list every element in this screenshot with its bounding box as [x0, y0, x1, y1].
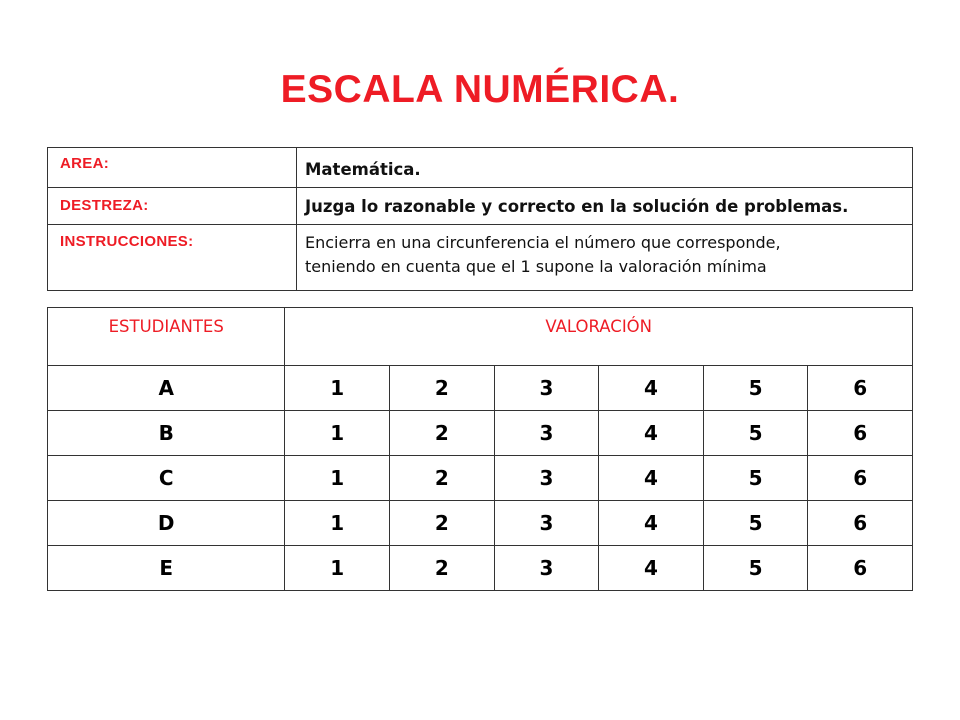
rating-value-cell[interactable]: 4: [599, 456, 704, 501]
student-cell: D: [48, 501, 285, 546]
table-row: [48, 546, 913, 591]
rating-value-cell[interactable]: 2: [390, 456, 495, 501]
rating-value-cell[interactable]: 6: [808, 366, 913, 411]
rating-value-cell[interactable]: 5: [703, 366, 808, 411]
table-row: [48, 366, 913, 411]
rating-value-cell[interactable]: 1: [285, 501, 390, 546]
rating-value-cell[interactable]: 2: [390, 501, 495, 546]
rating-value-cell[interactable]: 5: [703, 411, 808, 456]
rating-value-cell[interactable]: 3: [494, 546, 599, 591]
ratings-body: [48, 366, 913, 591]
ratings-header-row: [48, 308, 913, 366]
area-label: AREA:: [48, 148, 297, 188]
header-rating: VALORACIÓN: [285, 308, 913, 366]
rating-value-cell[interactable]: 3: [494, 366, 599, 411]
student-cell: A: [48, 366, 285, 411]
rating-value-cell[interactable]: 1: [285, 546, 390, 591]
table-row: [48, 456, 913, 501]
instrucciones-label: INSTRUCCIONES:: [48, 225, 297, 291]
area-value: Matemática.: [297, 148, 913, 188]
rating-value-cell[interactable]: 6: [808, 501, 913, 546]
student-cell: C: [48, 456, 285, 501]
instrucciones-line-1: Encierra en una circunferencia el número que corresponde,: [305, 233, 781, 252]
rating-value-cell[interactable]: 3: [494, 501, 599, 546]
rating-value-cell[interactable]: 4: [599, 501, 704, 546]
rating-value-cell[interactable]: 4: [599, 411, 704, 456]
rating-value-cell[interactable]: 6: [808, 411, 913, 456]
rating-value-cell[interactable]: 1: [285, 456, 390, 501]
rating-value-cell[interactable]: 6: [808, 546, 913, 591]
destreza-label: DESTREZA:: [48, 188, 297, 225]
page-title: ESCALA NUMÉRICA.: [280, 68, 680, 111]
rating-value-cell[interactable]: 3: [494, 456, 599, 501]
rating-value-cell[interactable]: 6: [808, 456, 913, 501]
rating-value-cell[interactable]: 5: [703, 456, 808, 501]
rating-value-cell[interactable]: 2: [390, 411, 495, 456]
rating-value-cell[interactable]: 5: [703, 546, 808, 591]
student-cell: E: [48, 546, 285, 591]
instrucciones-line-2: teniendo en cuenta que el 1 supone la valoración mínima: [305, 257, 767, 276]
rating-value-cell[interactable]: 2: [390, 546, 495, 591]
rating-value-cell[interactable]: 1: [285, 366, 390, 411]
info-row-area: [48, 148, 913, 188]
rating-value-cell[interactable]: 4: [599, 366, 704, 411]
destreza-value: Juzga lo razonable y correcto en la solución de problemas.: [297, 188, 913, 225]
table-row: [48, 411, 913, 456]
rating-value-cell[interactable]: 3: [494, 411, 599, 456]
ratings-table: [47, 307, 913, 591]
header-students: ESTUDIANTES: [48, 308, 285, 366]
info-row-instrucciones: [48, 225, 913, 291]
rating-value-cell[interactable]: 2: [390, 366, 495, 411]
rating-value-cell[interactable]: 1: [285, 411, 390, 456]
instrucciones-value: [297, 225, 913, 291]
info-row-destreza: [48, 188, 913, 225]
table-row: [48, 501, 913, 546]
rating-value-cell[interactable]: 5: [703, 501, 808, 546]
rating-value-cell[interactable]: 4: [599, 546, 704, 591]
student-cell: B: [48, 411, 285, 456]
info-table: [47, 147, 913, 291]
